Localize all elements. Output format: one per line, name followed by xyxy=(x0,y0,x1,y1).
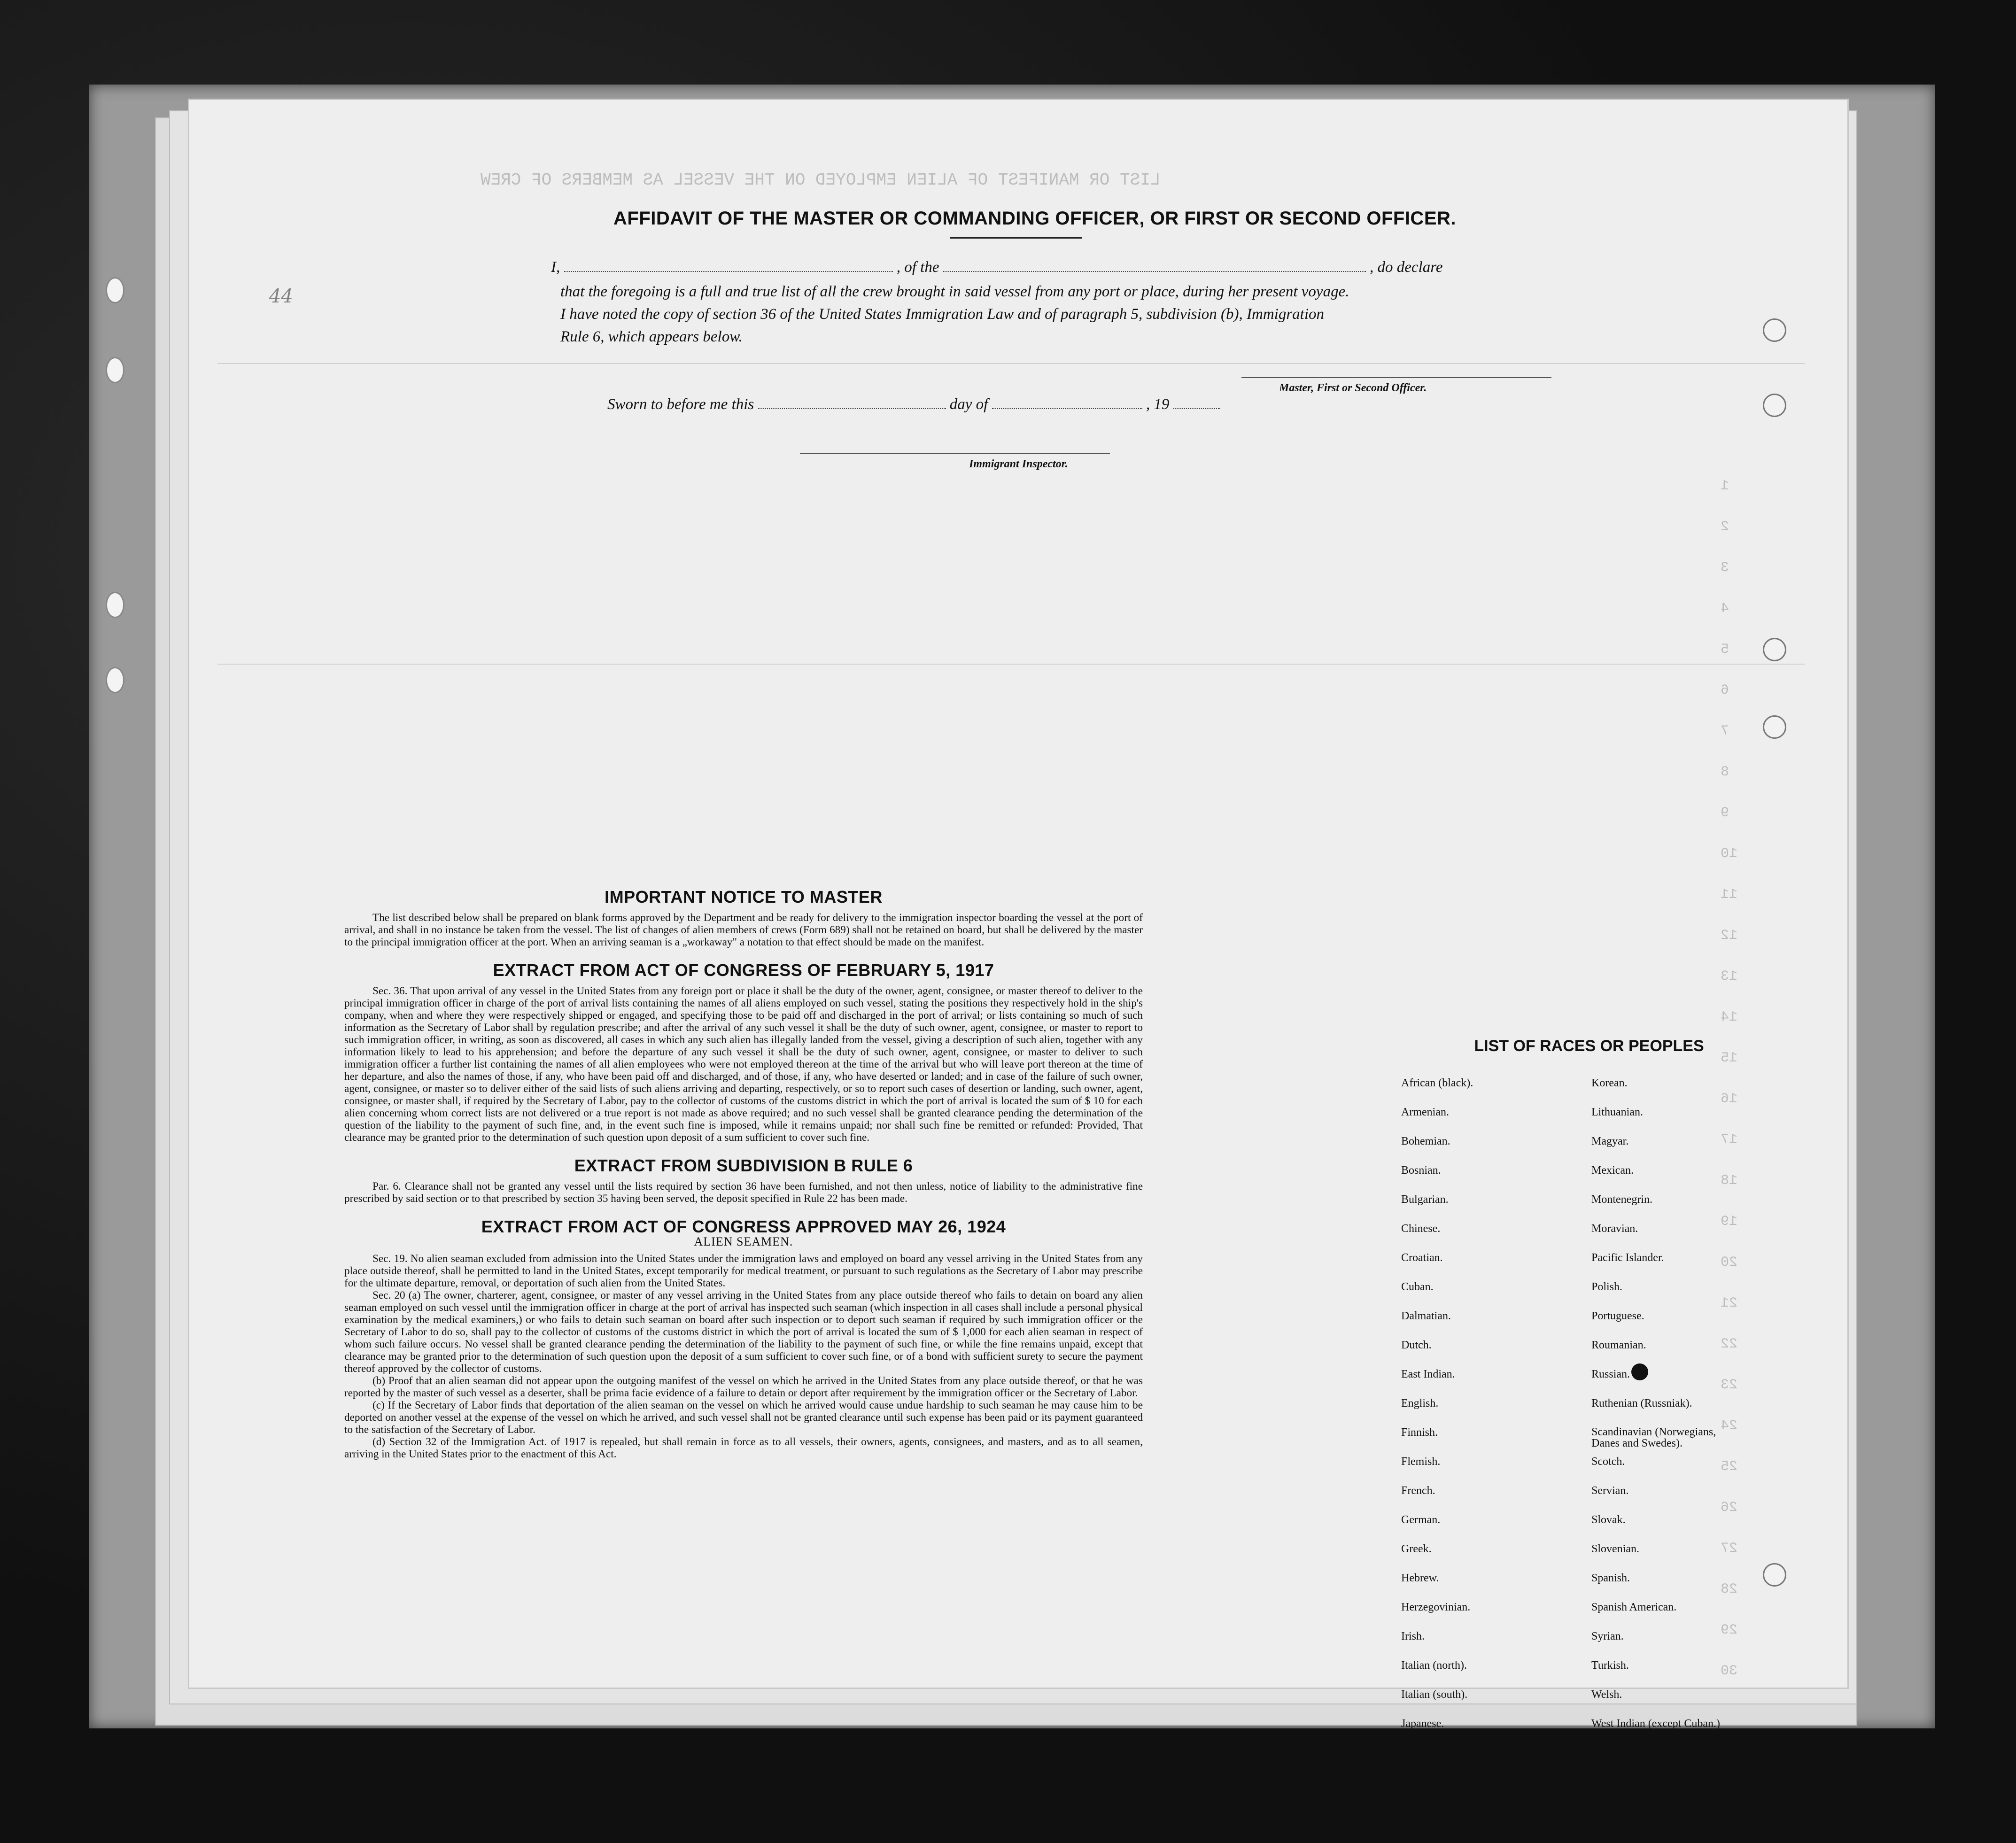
race-item: Syrian. xyxy=(1591,1630,1624,1642)
race-item: Croatian. xyxy=(1401,1252,1443,1264)
ghost-row-number: 26 xyxy=(1721,1500,1738,1516)
ghost-row-number: 22 xyxy=(1721,1336,1738,1352)
ghost-row-number: 12 xyxy=(1721,928,1738,944)
race-item: Armenian. xyxy=(1401,1106,1449,1118)
race-item: Cuban. xyxy=(1401,1281,1434,1293)
affidavit-title: AFFIDAVIT OF THE MASTER OR COMMANDING OFFICER, OR FIRST OR SECOND OFFICER. xyxy=(613,208,1456,229)
race-item: Magyar. xyxy=(1591,1135,1629,1147)
race-item: French. xyxy=(1401,1485,1435,1497)
race-item: Italian (north). xyxy=(1401,1659,1467,1672)
rule-6-title: EXTRACT FROM SUBDIVISION B RULE 6 xyxy=(574,1156,913,1175)
ghost-row-number: 18 xyxy=(1721,1173,1738,1189)
ghost-row-number: 15 xyxy=(1721,1050,1738,1066)
ghost-row-number: 21 xyxy=(1721,1295,1738,1311)
ghost-row-number: 25 xyxy=(1721,1459,1738,1475)
ghost-row-number: 29 xyxy=(1721,1622,1738,1638)
race-item: Herzegovinian. xyxy=(1401,1601,1471,1613)
ghost-header: LIST OR MANIFEST OF ALIEN EMPLOYED ON THE VESSEL AS MEMBERS OF CREW xyxy=(481,170,1161,190)
binder-hole xyxy=(106,592,124,618)
sheet-number-mark: 44 xyxy=(269,286,293,307)
ghost-row-number: 9 xyxy=(1721,805,1729,821)
race-item: English. xyxy=(1401,1397,1439,1409)
vessel-blank xyxy=(943,271,1366,272)
race-item: Dalmatian. xyxy=(1401,1310,1451,1322)
race-item: Mexican. xyxy=(1591,1164,1634,1177)
binder-hole xyxy=(106,357,124,383)
ghost-row-number: 23 xyxy=(1721,1377,1738,1393)
act-1924-subtitle: ALIEN SEAMEN. xyxy=(694,1235,793,1248)
ghost-row-number: 16 xyxy=(1721,1091,1738,1107)
affidavit-i: I, xyxy=(551,259,560,276)
ghost-rule xyxy=(217,363,1805,364)
race-item: Dutch. xyxy=(1401,1339,1432,1351)
race-item: Ruthenian (Russniak). xyxy=(1591,1397,1692,1409)
race-item: Pacific Islander. xyxy=(1591,1252,1664,1264)
affidavit-do-declare: , do declare xyxy=(1369,259,1443,276)
race-item: Montenegrin. xyxy=(1591,1193,1652,1206)
act-1924-sec-20a: Sec. 20 (a) The owner, charterer, agent, consignee, or master of any vessel arriving in the United States from any place outside thereof who fails to detain on board any alien seaman employed on such vessel until the immigration officer in charge at the port of arrival has inspected such seaman (which inspection in all cases shall include a personal physical examination by the medical examiners,) or who fails to detain such seaman on board after such inspection or to deport such seaman if required by such immigration officer or the Secretary of Labor to do so, shall pay to the collector of customs of the customs district in which the port of arrival is located the sum of $ 1,000 for each alien seaman in respect of whom such failure occurs. No vessel shall be granted clearance pending the determination of the liability to the payment of such fine, or while the fine remains unpaid, except that clearance may be granted prior to the determination of such question upon the deposit of a sum sufficient to cover such fine, or of a bond with sufficient surety to secure the payment thereof approved by the collector of customs. xyxy=(344,1289,1143,1375)
document-sheet xyxy=(188,99,1849,1730)
ghost-row-number: 17 xyxy=(1721,1132,1738,1148)
ghost-row-number: 5 xyxy=(1721,642,1729,658)
race-item: Moravian. xyxy=(1591,1223,1638,1235)
notice-text: The list described below shall be prepared on blank forms approved by the Department and be ready for delivery to the immigration inspector boarding the vessel at the port of arrival, and shall in no instance be taken from the vessel. The list of changes of alien members of crews (Form 689) shall not be retained on board, but shall be delivered by the master to the principal immigration officer at the port. When an arriving seaman is a „workaway" a notation to that effect should be made on the manifest. xyxy=(344,912,1143,948)
ghost-row-number: 20 xyxy=(1721,1254,1738,1270)
ghost-row-number: 3 xyxy=(1721,560,1729,576)
ghost-row-number: 7 xyxy=(1721,723,1729,739)
binder-hole xyxy=(106,667,124,693)
punch-hole xyxy=(1763,318,1786,342)
rule-6-text: Par. 6. Clearance shall not be granted any vessel until the lists required by section 36 have been furnished, and not then unless, notice of liability to the administrative fine prescribed by said section or to that prescribed by section 35 having been served, the deposit specified in Rule 22 has been made. xyxy=(344,1180,1143,1205)
inspector-signature-line xyxy=(800,453,1110,454)
punch-hole xyxy=(1763,715,1786,739)
act-1924-sec-19: Sec. 19. No alien seaman excluded from admission into the United States under the immigration laws and employed on board any vessel arriving in the United States from any place outside thereof, shall be permitted to land in the United States, except temporarily for medical treatment, or pursuant to such regulations as the Secretary of Labor may prescribe for the ultimate departure, removal, or deportation of such alien from the United States. xyxy=(344,1253,1143,1289)
race-item: Lithuanian. xyxy=(1591,1106,1643,1118)
race-item: Bohemian. xyxy=(1401,1135,1450,1147)
ghost-row-number: 27 xyxy=(1721,1541,1738,1556)
month-blank xyxy=(992,408,1142,409)
race-item: Irish. xyxy=(1401,1630,1425,1642)
master-signature-line xyxy=(1241,377,1551,378)
race-item: Servian. xyxy=(1591,1485,1629,1497)
title-rule xyxy=(950,237,1082,239)
race-item: East Indian. xyxy=(1401,1368,1455,1380)
master-label: Master, First or Second Officer. xyxy=(1279,382,1427,394)
act-1917-text: Sec. 36. That upon arrival of any vessel in the United States from any foreign port or place it shall be the duty of the owner, agent, consignee, or master thereof to deliver to the principal immigration officer in charge of the port of arrival lists containing the names of all aliens employed on such vessel, stating the positions they respectively hold in the ship's company, when and where they were respectively shipped or engaged, and specifying those to be paid off and discharged in the port of arrival; or lists containing so much of such information as the Secretary of Labor shall by regulation prescribe; and after the arrival of any such vessel it shall be the duty of such owner, agent, consignee, or master to report to such immigration officer, in writing, as soon as discovered, all cases in which any such alien has illegally landed from the vessel, giving a description of such alien, together with any information likely to lead to his apprehension; and before the departure of any such vessel it shall be the duty of such owner, agent, consignee, or master to deliver to such immigration officer a further list containing the names of all alien employees who were not employed thereon at the time of the arrival but who will leave port thereon at the time of her departure, and also the names of those, if any, who have been paid off and discharged, and of those, if any, who have deserted or landed; and in case of the failure of such owner, agent, consignee, or master so to deliver either of the said lists of such aliens arriving and departing, respectively, or so to report such cases of desertion or landing, such owner, agent, consignee, or master shall, if required by the Secretary of Labor, pay to the collector of customs of the customs district in which the port of arrival is located the sum of $ 10 for each alien concerning whom correct lists are not delivered or a true report is not made as above required; and no such vessel shall be granted clearance pending the determination of the question of the liability to the payment of such fine, and, in the event such fine is imposed, while it remains unpaid; nor shall such fine be remitted or refunded: Provided, That clearance may be granted prior to the determination of such question upon deposit of a sum sufficient to cover such fine. xyxy=(344,985,1143,1144)
race-item: West Indian (except Cuban.) xyxy=(1591,1718,1720,1730)
ghost-row-number: 19 xyxy=(1721,1214,1738,1230)
affidavit-declare-line xyxy=(551,259,1442,276)
sworn-line xyxy=(607,396,1220,413)
race-item: Hebrew. xyxy=(1401,1572,1439,1584)
race-item: Slovak. xyxy=(1591,1514,1626,1526)
race-item: Italian (south). xyxy=(1401,1688,1468,1701)
punch-hole xyxy=(1763,638,1786,661)
race-item: Slovenian. xyxy=(1591,1543,1639,1555)
act-1924-sec-20d: (d) Section 32 of the Immigration Act. of 1917 is repealed, but shall remain in force as to all vessels, their owners, agents, consignees, and masters, and as to all seamen, arriving in the United States prior to the enactment of this Act. xyxy=(344,1436,1143,1460)
affidavit-line-3: I have noted the copy of section 36 of the United States Immigration Law and of paragraph 5, subdivision (b), Immigration xyxy=(560,306,1325,323)
year-text: , 19 xyxy=(1146,396,1170,413)
ghost-row-number: 6 xyxy=(1721,682,1729,698)
year-blank xyxy=(1173,408,1220,409)
race-item: Bosnian. xyxy=(1401,1164,1441,1177)
race-item: Greek. xyxy=(1401,1543,1432,1555)
race-item: Portuguese. xyxy=(1591,1310,1644,1322)
race-item: Spanish. xyxy=(1591,1572,1630,1584)
race-item: Spanish American. xyxy=(1591,1601,1677,1613)
race-item: Polish. xyxy=(1591,1281,1623,1293)
binder-hole xyxy=(106,277,124,303)
inspector-label: Immigrant Inspector. xyxy=(969,458,1068,470)
act-1917-title: EXTRACT FROM ACT OF CONGRESS OF FEBRUARY 5, 1917 xyxy=(493,960,994,980)
ghost-rule xyxy=(217,664,1805,665)
race-item: Russian. xyxy=(1591,1368,1630,1380)
race-item: Turkish. xyxy=(1591,1659,1629,1672)
day-blank xyxy=(758,408,946,409)
race-item: African (black). xyxy=(1401,1077,1473,1089)
race-item: Flemish. xyxy=(1401,1456,1441,1468)
sworn-text: Sworn to before me this xyxy=(607,396,754,413)
ghost-row-number: 28 xyxy=(1721,1581,1738,1597)
affidavit-line-2: that the foregoing is a full and true list of all the crew brought in said vessel from any port or place, during her present voyage. xyxy=(560,283,1349,300)
ghost-row-number: 14 xyxy=(1721,1009,1738,1025)
act-1924-sec-20b: (b) Proof that an alien seaman did not appear upon the outgoing manifest of the vessel on which he arrived in the United States from any place outside thereof, or that he was reported by the master of such vessel as a deserter, shall be prima facie evidence of a failure to detain or deport after requirement by the immigration officer or the Secretary of Labor. xyxy=(344,1375,1143,1399)
day-of-text: day of xyxy=(949,396,988,413)
punch-hole xyxy=(1763,394,1786,417)
ghost-row-number: 1 xyxy=(1721,478,1729,494)
race-item: Japanese. xyxy=(1401,1718,1444,1730)
ghost-row-number: 8 xyxy=(1721,764,1729,780)
ghost-row-number: 13 xyxy=(1721,968,1738,984)
punch-hole xyxy=(1763,1563,1786,1587)
race-item: Scotch. xyxy=(1591,1456,1625,1468)
race-item: Chinese. xyxy=(1401,1223,1441,1235)
race-item: German. xyxy=(1401,1514,1441,1526)
race-item: Scandinavian (Norwegians, Danes and Swedes). xyxy=(1591,1426,1716,1449)
name-blank xyxy=(564,271,893,272)
race-item: Bulgarian. xyxy=(1401,1193,1449,1206)
ghost-row-number: 10 xyxy=(1721,846,1738,862)
races-list-title: LIST OF RACES OR PEOPLES xyxy=(1474,1037,1704,1055)
affidavit-of-the: , of the xyxy=(896,259,939,276)
race-item: Korean. xyxy=(1591,1077,1628,1089)
notices-column xyxy=(344,875,1143,1460)
race-item: Finnish. xyxy=(1401,1426,1438,1439)
act-1924-title: EXTRACT FROM ACT OF CONGRESS APPROVED MAY 26, 1924 xyxy=(481,1217,1006,1236)
notice-title: IMPORTANT NOTICE TO MASTER xyxy=(605,887,883,906)
ghost-row-number: 24 xyxy=(1721,1418,1738,1434)
ghost-row-number: 11 xyxy=(1721,887,1738,903)
affidavit-line-4: Rule 6, which appears below. xyxy=(560,328,743,345)
ghost-row-number: 2 xyxy=(1721,519,1729,535)
race-item: Roumanian. xyxy=(1591,1339,1646,1351)
act-1924-sec-20c: (c) If the Secretary of Labor finds that deportation of the alien seaman on the vessel on which he arrived would cause undue hardship to such seaman he may cause him to be deported on another vessel at the expense of the vessel on which he arrived, and such vessel shall not be granted clearance until such expense has been paid or its payment guaranteed to the satisfaction of the Secretary of Labor. xyxy=(344,1399,1143,1436)
ink-blot xyxy=(1631,1363,1648,1380)
ghost-row-number: 30 xyxy=(1721,1663,1738,1679)
race-item: Welsh. xyxy=(1591,1688,1622,1701)
ghost-row-number: 4 xyxy=(1721,601,1729,617)
